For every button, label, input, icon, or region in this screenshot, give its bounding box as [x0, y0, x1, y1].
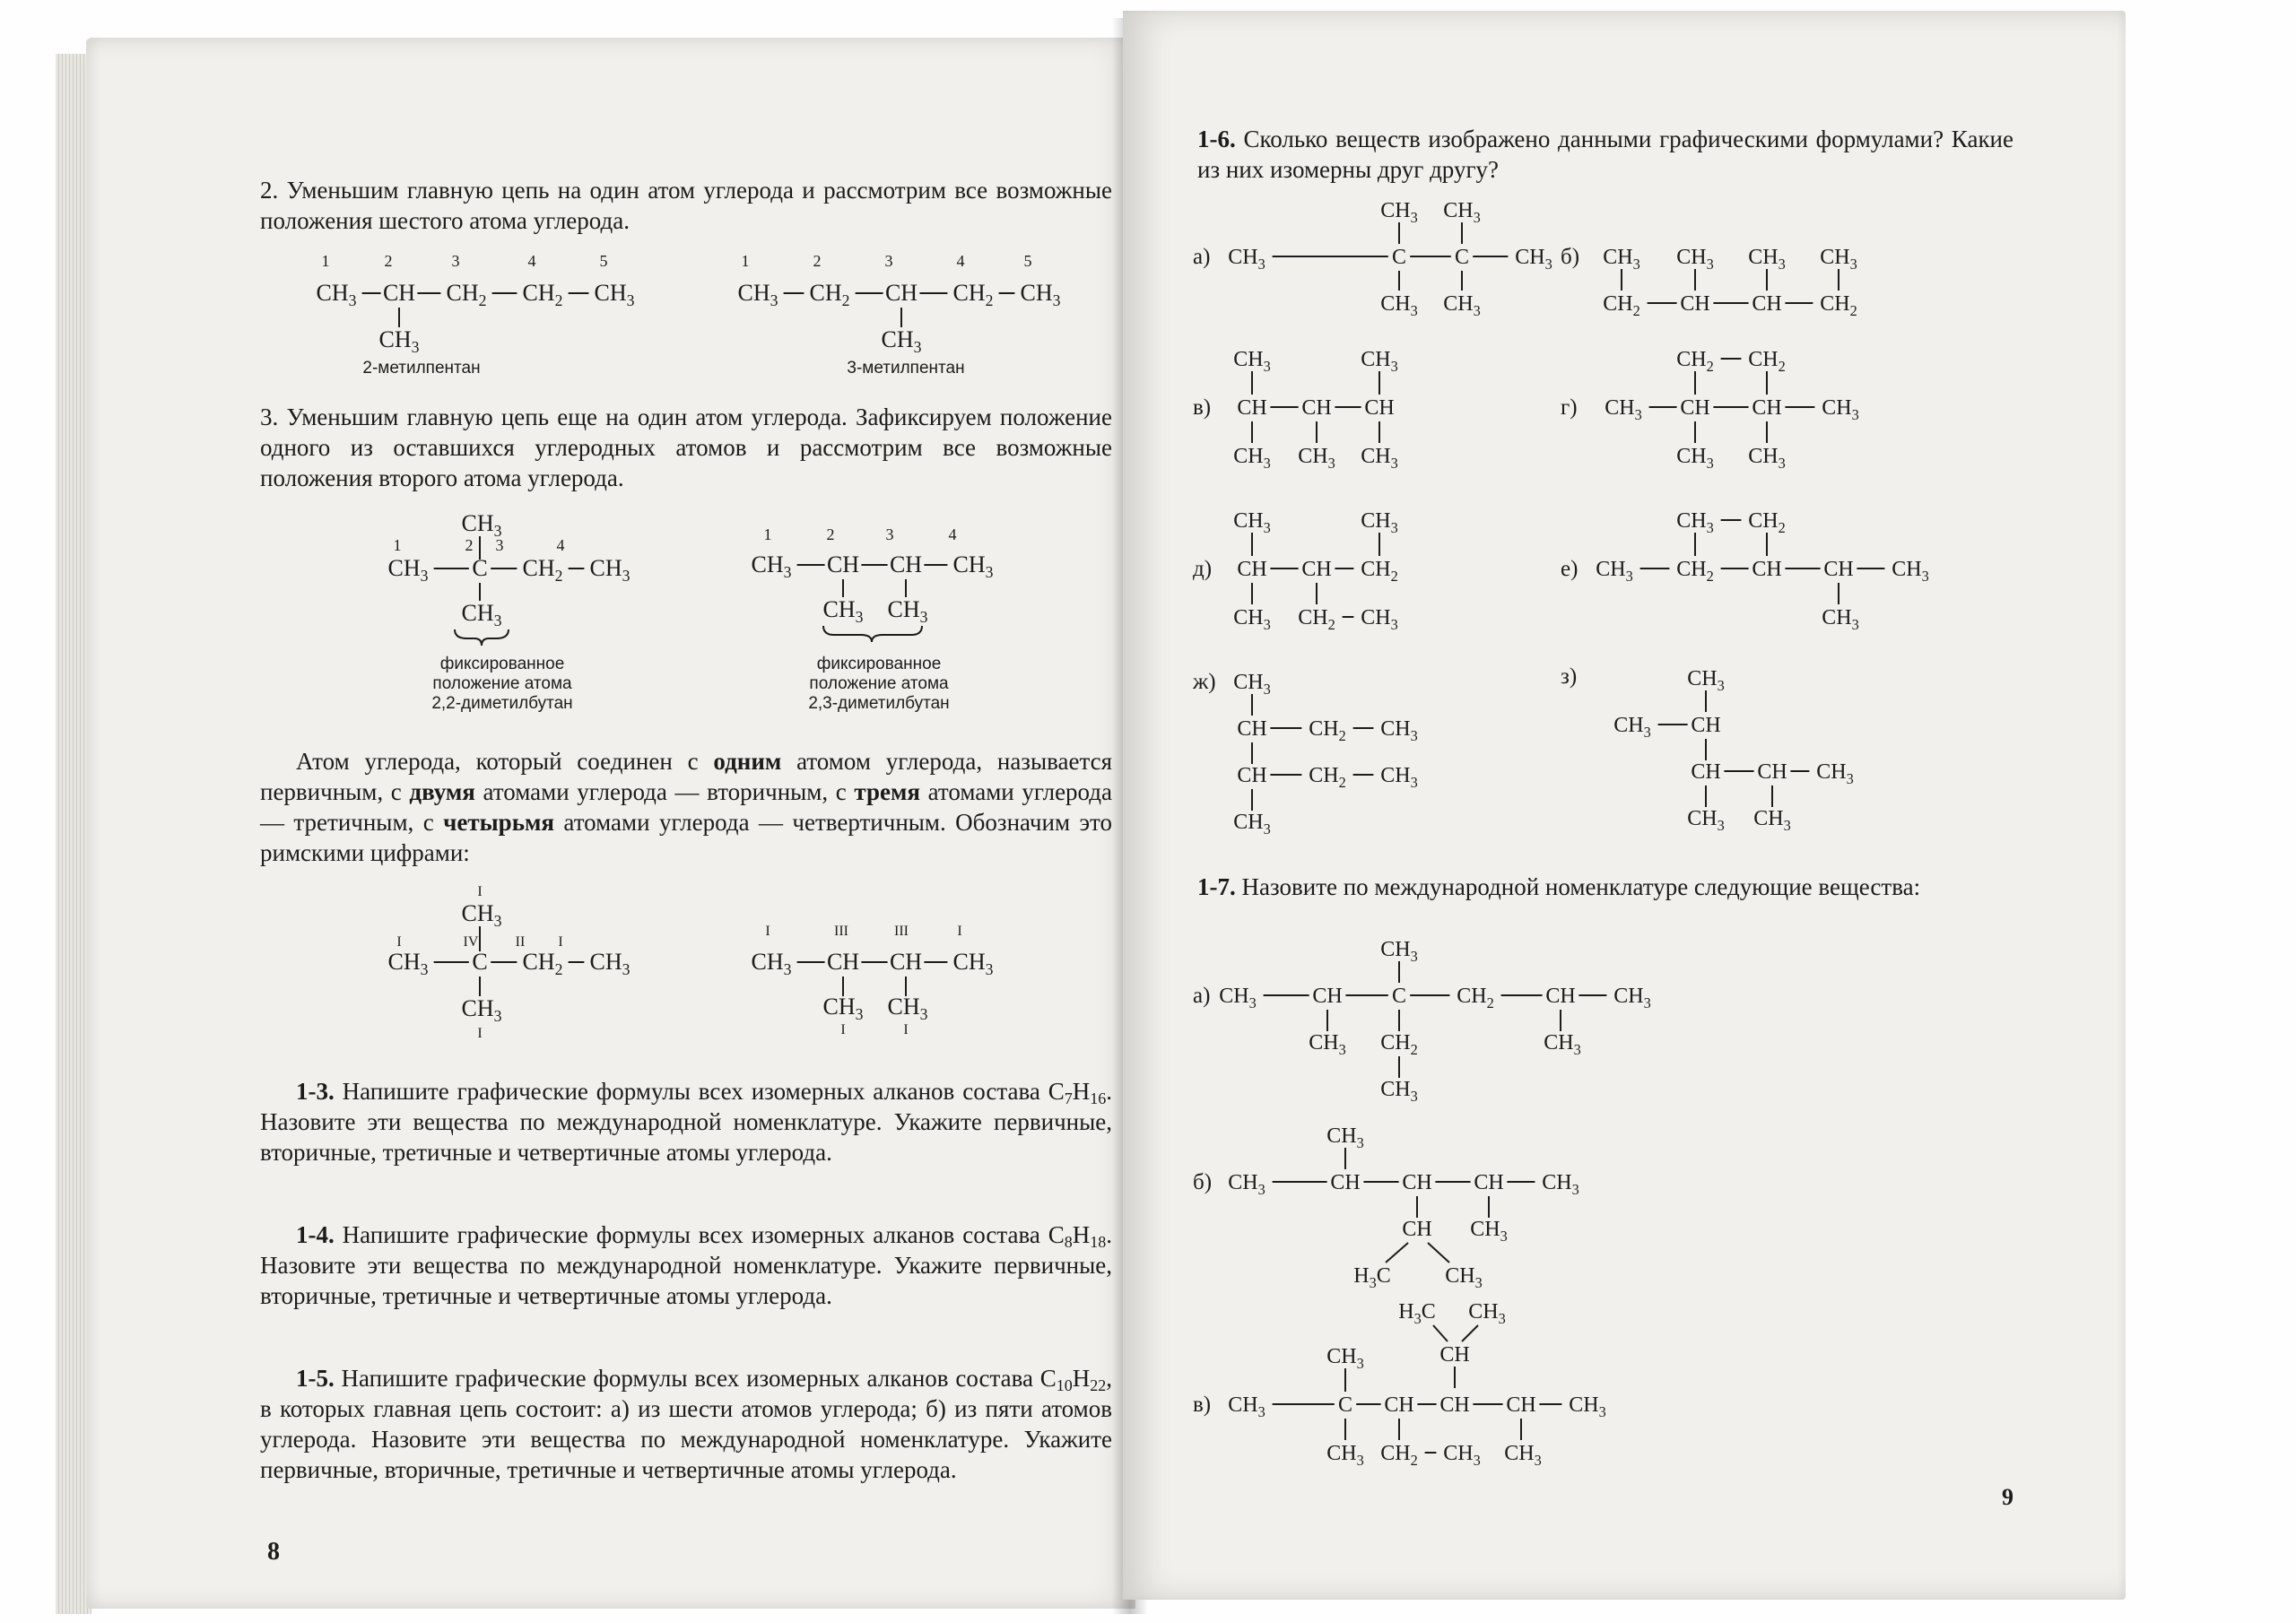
chain-group: $CH_3$ — [1228, 246, 1265, 273]
bottom-group: $CH_3$ — [822, 994, 864, 1023]
chain-group: $CH_2$ — [1361, 558, 1398, 585]
formula-roman-23-dimethylbutane — [744, 919, 1013, 1049]
page-number-left: 8 — [267, 1538, 280, 1566]
top-group: $CH_3$ — [461, 510, 502, 540]
formula-text: $H_3C$ — [1353, 1264, 1391, 1291]
roman-mark: III — [834, 924, 848, 939]
chain-group: $CH_3$ — [1816, 760, 1854, 787]
chain-group: CH — [1691, 760, 1721, 784]
chain-group: CH — [1402, 1171, 1432, 1194]
chain-group: $CH_2$ — [1380, 1442, 1418, 1469]
task-1-4: 1-4. Напишите графические формулы всех изомерных алканов состава $C_8H_{18}$. Назовите эти вещества по международной номенклатуре. Укажите первичные, вторичные, третичные и четвертичные атомы углерода. — [260, 1221, 1112, 1309]
roman-mark: I — [477, 1026, 483, 1041]
chain-group: $CH_2$ — [1676, 558, 1714, 585]
chain-group: $CH_3$ — [1515, 246, 1552, 273]
formula-text: $CH_3$ — [1687, 667, 1725, 694]
name-2-methylpentane: 2-метилпентан — [362, 359, 481, 378]
item-label: в) — [1193, 1393, 1212, 1417]
chain-group: $CH_3$ — [751, 551, 792, 581]
chain-group: $CH_3$ — [1542, 1171, 1579, 1198]
branch-bond — [1462, 1325, 1478, 1341]
brace — [823, 626, 922, 642]
chain-group: CH — [1545, 985, 1576, 1008]
chain-group: $CH_3$ — [1613, 714, 1651, 741]
carbon-number: 1 — [321, 252, 330, 270]
step3-paragraph: 3. Уменьшим главную цепь еще на один атом углерода. Зафиксируем положение одного из оставшихся углеродных атомов и рассмотрим все возможные положения второго атома углерода. — [260, 404, 1112, 491]
formula-text: $CH_3$ — [1233, 671, 1271, 698]
name-3-methylpentane: 3-метилпентан — [847, 359, 965, 378]
formula-text: $CH_3$ — [1748, 445, 1786, 472]
page-number-right: 9 — [2002, 1484, 2013, 1510]
bottom-group: $CH_3$ — [887, 596, 928, 626]
chain-group: $CH_2$ — [1603, 292, 1640, 319]
caption-23-dimethylbutane: фиксированное положение атома 2,3-диметилбутан — [808, 655, 950, 713]
formula-text: $CH_3$ — [1380, 292, 1418, 319]
formula-text: $CH_3$ — [1445, 1264, 1483, 1291]
carbon-number: 2 — [465, 536, 474, 554]
formula-text: $CH_2$ — [1380, 1031, 1418, 1058]
carbon-number: 4 — [948, 525, 957, 543]
caption-22-dimethylbutane: фиксированное положение атома 2,2-диметилбутан — [431, 655, 573, 713]
formula-2-methylpentane — [309, 247, 650, 356]
chain-group: CH — [1364, 396, 1395, 420]
chain-group: $CH_2$ — [1309, 717, 1346, 744]
chain-group: CH — [1752, 396, 1782, 420]
carbon-number: 2 — [813, 252, 822, 270]
formula-text: $CH_3$ — [1233, 811, 1271, 838]
carbon-number: 3 — [884, 252, 893, 270]
formula-text: $CH_3$ — [1361, 348, 1398, 375]
chain-group: CH — [1752, 558, 1782, 581]
formula-text: CH — [1402, 1218, 1432, 1241]
chain-group: $CH_3$ — [751, 949, 792, 978]
chain-group: $CH_3$ — [1228, 1393, 1265, 1420]
chain-group: C — [1454, 246, 1470, 269]
chain-group: $CH_2$ — [1820, 292, 1857, 319]
formulas-task-1-6 — [1193, 190, 2036, 849]
chain-group: CH — [1330, 1171, 1361, 1194]
formula-text: $CH_3$ — [1470, 1218, 1508, 1245]
formula-text: $CH_3$ — [1326, 1345, 1364, 1372]
roman-mark: I — [477, 884, 483, 899]
roman-mark: I — [558, 934, 563, 950]
chain-group: CH — [1237, 558, 1267, 581]
chain-group: $CH_3$ — [594, 280, 635, 309]
bottom-group: $CH_3$ — [461, 600, 502, 629]
item-label: а) — [1193, 245, 1211, 269]
chain-group: C — [1391, 985, 1407, 1008]
chain-group: C — [1391, 246, 1407, 269]
chain-group: CH — [1237, 396, 1267, 420]
chain-group: CH — [1301, 558, 1332, 581]
carbon-number: 5 — [599, 252, 608, 270]
formula-text: $CH_3$ — [1676, 246, 1714, 273]
formula-text: $CH_3$ — [1820, 246, 1857, 273]
chain-group: CH — [826, 949, 860, 975]
bottom-group: $CH_3$ — [461, 995, 502, 1025]
item-label: г) — [1561, 395, 1578, 420]
chain-group: $CH_2$ — [446, 280, 487, 309]
chain-group: $CH_3$ — [1569, 1393, 1606, 1420]
formula-23-dimethylbutane — [744, 522, 1013, 643]
chain-group: $CH_3$ — [589, 949, 631, 978]
formula-text: $CH_3$ — [1380, 199, 1418, 226]
chain-group: $CH_2$ — [809, 280, 850, 309]
roman-mark: I — [840, 1022, 846, 1037]
item-label: з) — [1561, 664, 1578, 689]
step2-paragraph: 2. Уменьшим главную цепь на один атом углерода и рассмотрим все возможные положения шестого атома углерода. — [260, 177, 1112, 234]
carbon-number: 4 — [527, 252, 536, 270]
chain-group: CH — [889, 949, 923, 975]
roman-mark: I — [396, 934, 402, 950]
chain-group: $CH_2$ — [522, 555, 563, 585]
formula-text: $CH_3$ — [1326, 1124, 1364, 1151]
formula-3-methylpentane — [731, 247, 1072, 356]
chain-group: $CH_3$ — [1020, 280, 1061, 309]
carbon-number: 3 — [885, 525, 894, 543]
formula-text: $CH_3$ — [1298, 445, 1335, 472]
carbon-number: 5 — [1023, 252, 1032, 270]
carbon-number: 1 — [741, 252, 750, 270]
roman-mark: IV — [463, 934, 479, 950]
formula-text: $CH_3$ — [1233, 606, 1271, 633]
chain-group: CH — [1823, 558, 1854, 581]
chain-group: $CH_3$ — [316, 280, 357, 309]
chain-group: C — [472, 555, 488, 581]
chain-group: CH — [1237, 717, 1267, 741]
formula-text: CH — [1439, 1343, 1470, 1367]
chain-group: CH — [382, 280, 416, 306]
task-1-5: 1-5. Напишите графические формулы всех изомерных алканов состава $C_{10}H_{22}$, в которых главная цепь состоит: а) из шести атомов углерода; б) из пяти атомов углерода. Назовите эти вещества по международной номенклатуре. Укажите первичные, вторичные, третичные и четвертичные атомы углерода. — [260, 1365, 1112, 1483]
task-1-6: 1-6. Сколько веществ изображено данными графическими формулами? Какие из них изомерны друг другу? — [1197, 126, 2013, 183]
chain-group: $CH_3$ — [1228, 1171, 1265, 1198]
chain-group: CH — [1312, 985, 1343, 1008]
carbon-number: 2 — [384, 252, 393, 270]
chain-group: CH — [1691, 714, 1721, 737]
formula-text: $CH_3$ — [1233, 445, 1271, 472]
chain-group: $CH_2$ — [1298, 606, 1335, 633]
branch-group: $CH_3$ — [881, 326, 922, 356]
chain-group: $CH_2$ — [1309, 764, 1346, 791]
chain-group: $CH_2$ — [1457, 985, 1494, 1011]
chain-group: $CH_3$ — [1822, 396, 1859, 423]
bottom-group: $CH_3$ — [887, 994, 928, 1023]
formula-text: $H_3C$ — [1398, 1300, 1436, 1327]
chain-group: $CH_2$ — [1748, 348, 1786, 375]
chain-group: CH — [1237, 764, 1267, 787]
formula-text: $CH_3$ — [1687, 807, 1725, 834]
item-label: в) — [1193, 395, 1212, 420]
chain-group: $CH_2$ — [952, 280, 994, 309]
chain-group: $CH_2$ — [522, 949, 563, 978]
carbon-number: 1 — [763, 525, 772, 543]
formula-text: $CH_3$ — [1748, 246, 1786, 273]
formula-text: $CH_3$ — [1822, 606, 1859, 633]
chain-group: $CH_3$ — [387, 555, 429, 585]
chain-group: CH — [1752, 292, 1782, 316]
chain-group: $CH_3$ — [1605, 396, 1642, 423]
formula-text: $CH_3$ — [1603, 246, 1640, 273]
carbon-number: 3 — [451, 252, 460, 270]
formula-roman-22-dimethylbutane — [381, 883, 641, 1049]
formula-text: $CH_3$ — [1326, 1442, 1364, 1469]
chain-group: CH — [889, 551, 923, 577]
chain-group: $CH_3$ — [1596, 558, 1633, 585]
roman-mark: III — [894, 924, 909, 939]
carbon-number: 4 — [956, 252, 965, 270]
formula-text: $CH_3$ — [1380, 1078, 1418, 1105]
formula-text: $CH_3$ — [1443, 292, 1481, 319]
roman-mark: I — [957, 924, 962, 939]
branch-bond — [1428, 1243, 1449, 1263]
chain-group: $CH_3$ — [1380, 717, 1418, 744]
chain-group: $CH_3$ — [1443, 1442, 1481, 1469]
chain-group: $CH_3$ — [952, 949, 994, 978]
item-label: ж) — [1193, 670, 1216, 694]
chain-group: CH — [1680, 396, 1710, 420]
chain-group: CH — [826, 551, 860, 577]
formula-text: $CH_3$ — [1468, 1300, 1506, 1327]
chain-group: $CH_3$ — [1613, 985, 1651, 1011]
chain-group: $CH_3$ — [952, 551, 994, 581]
top-group: $CH_3$ — [461, 900, 502, 930]
task-1-7: 1-7. Назовите по международной номенклатуре следующие вещества: — [1197, 873, 1921, 900]
item-label: б) — [1561, 245, 1580, 269]
formula-text: $CH_3$ — [1443, 199, 1481, 226]
chain-group: CH — [1680, 292, 1710, 316]
branch-bond — [1433, 1325, 1448, 1341]
chain-group: $CH_3$ — [387, 949, 429, 978]
branch-group: $CH_3$ — [378, 326, 420, 356]
formulas-task-1-7 — [1193, 933, 2036, 1484]
chain-group: CH — [1757, 760, 1787, 784]
carbon-number: 3 — [495, 536, 504, 554]
chain-group: $CH_3$ — [1676, 509, 1714, 536]
formula-text: $CH_3$ — [1361, 509, 1398, 536]
formula-text: $CH_3$ — [1544, 1031, 1581, 1058]
chain-group: $CH_3$ — [1361, 606, 1398, 633]
formula-text: $CH_3$ — [1233, 348, 1271, 375]
chain-group: CH — [1474, 1171, 1504, 1194]
chain-group: $CH_3$ — [1219, 985, 1257, 1011]
item-label: д) — [1193, 557, 1213, 581]
chain-group: $CH_2$ — [522, 280, 563, 309]
roman-mark: I — [903, 1022, 909, 1037]
chain-group: $CH_2$ — [1748, 509, 1786, 536]
item-label: а) — [1193, 984, 1211, 1008]
chain-group: CH — [1301, 396, 1332, 420]
formula-22-dimethylbutane — [381, 504, 641, 643]
formula-text: $CH_3$ — [1676, 445, 1714, 472]
carbon-number: 4 — [556, 536, 565, 554]
carbon-number: 1 — [393, 536, 402, 554]
formula-text: $CH_3$ — [1309, 1031, 1346, 1058]
chain-group: CH — [884, 280, 918, 306]
roman-mark: I — [765, 924, 770, 939]
task-1-3: 1-3. Напишите графические формулы всех изомерных алканов состава $C_7H_{16}$. Назовите эти вещества по международной номенклатуре. Укажите первичные, вторичные, третичные и четвертичные атомы углерода. — [260, 1078, 1112, 1166]
chain-group: C — [472, 949, 488, 975]
carbon-number: 2 — [826, 525, 835, 543]
chain-group: CH — [1506, 1393, 1536, 1417]
formula-text: $CH_3$ — [1380, 938, 1418, 965]
chain-group: $CH_3$ — [737, 280, 778, 309]
chain-group: C — [1337, 1393, 1353, 1417]
formula-text: $CH_3$ — [1504, 1442, 1542, 1469]
item-label: б) — [1193, 1170, 1213, 1194]
chain-group: $CH_3$ — [589, 555, 631, 585]
item-label: е) — [1561, 557, 1578, 581]
formula-text: $CH_3$ — [1361, 445, 1398, 472]
chain-group: $CH_2$ — [1676, 348, 1714, 375]
formula-text: $CH_3$ — [1753, 807, 1791, 834]
formula-text: $CH_3$ — [1233, 509, 1271, 536]
branch-bond — [1386, 1243, 1408, 1263]
chain-group: $CH_3$ — [1380, 764, 1418, 791]
carbon-types-paragraph: Атом углерода, который соединен с одним атомом углерода, называется первичным, с двумя атомами углерода — вторичным, с тремя атомами углерода — третичным, с четырьмя атомами углерода — четвертичным. Обозначим это римскими цифрами: — [260, 748, 1112, 866]
bottom-group: $CH_3$ — [822, 596, 864, 626]
roman-mark: II — [515, 934, 526, 950]
chain-group: $CH_3$ — [1892, 558, 1929, 585]
chain-group: CH — [1439, 1393, 1470, 1417]
chain-group: CH — [1384, 1393, 1414, 1417]
